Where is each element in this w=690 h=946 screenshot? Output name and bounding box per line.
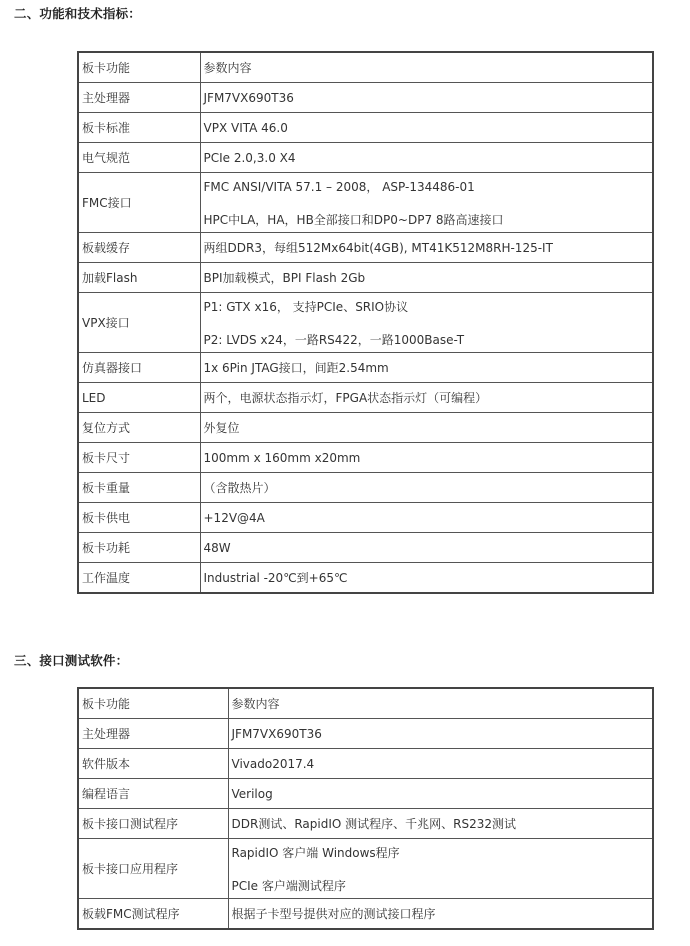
row-value bbox=[228, 839, 653, 899]
value-line: 外复位 bbox=[203, 421, 240, 435]
row-value bbox=[200, 473, 653, 503]
table-row bbox=[78, 899, 653, 930]
row-label: 主处理器 bbox=[78, 83, 200, 113]
table-row bbox=[78, 143, 653, 173]
row-label: 软件版本 bbox=[78, 749, 228, 779]
table-row bbox=[78, 443, 653, 473]
row-label: 板卡功能 bbox=[78, 52, 200, 83]
value-line: 100mm x 160mm x20mm bbox=[203, 450, 361, 465]
section-heading-test-software: 三、接口测试软件： bbox=[14, 653, 129, 668]
value-line: JFM7VX690T36 bbox=[231, 726, 322, 741]
row-label: 加载Flash bbox=[78, 263, 200, 293]
row-value bbox=[200, 143, 653, 173]
row-label: 板载FMC测试程序 bbox=[78, 899, 228, 930]
section-heading-functions: 二、功能和技术指标： bbox=[14, 6, 142, 21]
row-label: 电气规范 bbox=[78, 143, 200, 173]
row-label: 板卡尺寸 bbox=[78, 443, 200, 473]
row-label: 仿真器接口 bbox=[78, 353, 200, 383]
row-value bbox=[228, 899, 653, 930]
row-value bbox=[200, 293, 653, 353]
row-label: 编程语言 bbox=[78, 779, 228, 809]
row-value bbox=[200, 503, 653, 533]
table-row bbox=[78, 533, 653, 563]
row-value bbox=[200, 113, 653, 143]
row-value bbox=[200, 52, 653, 83]
row-value bbox=[228, 749, 653, 779]
row-value bbox=[228, 719, 653, 749]
table-row bbox=[78, 413, 653, 443]
value-line: DDR测试、RapidIO 测试程序、千兆网、RS232测试 bbox=[231, 817, 516, 831]
table-row bbox=[78, 503, 653, 533]
table-row bbox=[78, 383, 653, 413]
value-line: 两个，电源状态指示灯，FPGA状态指示灯（可编程） bbox=[203, 391, 488, 405]
table-row bbox=[78, 809, 653, 839]
table-row bbox=[78, 688, 653, 719]
row-label: 板卡功耗 bbox=[78, 533, 200, 563]
row-label: 板卡接口测试程序 bbox=[78, 809, 228, 839]
table-row bbox=[78, 779, 653, 809]
value-line: +12V@4A bbox=[203, 510, 265, 525]
row-value bbox=[200, 413, 653, 443]
value-line: FMC ANSI/VITA 57.1 – 2008， ASP-134486-01 bbox=[203, 179, 475, 194]
table-row bbox=[78, 353, 653, 383]
row-label: 板卡标准 bbox=[78, 113, 200, 143]
row-label: 主处理器 bbox=[78, 719, 228, 749]
row-label: 板载缓存 bbox=[78, 233, 200, 263]
value-line: JFM7VX690T36 bbox=[203, 90, 294, 105]
row-label: LED bbox=[78, 383, 200, 413]
row-value bbox=[228, 688, 653, 719]
value-line: Verilog bbox=[231, 786, 273, 801]
value-line: 参数内容 bbox=[203, 61, 252, 75]
row-value bbox=[200, 233, 653, 263]
row-value bbox=[200, 533, 653, 563]
value-line: PCIe 2.0,3.0 X4 bbox=[203, 150, 296, 165]
software-table bbox=[77, 687, 654, 930]
row-label: 板卡接口应用程序 bbox=[78, 839, 228, 899]
row-value bbox=[200, 383, 653, 413]
row-label: 板卡重量 bbox=[78, 473, 200, 503]
row-label: 工作温度 bbox=[78, 563, 200, 594]
table-row bbox=[78, 839, 653, 899]
table-row bbox=[78, 473, 653, 503]
row-label: 复位方式 bbox=[78, 413, 200, 443]
table-row bbox=[78, 233, 653, 263]
table-row bbox=[78, 719, 653, 749]
row-value bbox=[228, 779, 653, 809]
value-line: 两组DDR3，每组512Mx64bit(4GB), MT41K512M8RH-125-IT bbox=[203, 241, 553, 255]
value-line: VPX VITA 46.0 bbox=[203, 120, 288, 135]
row-label: 板卡供电 bbox=[78, 503, 200, 533]
value-line: RapidIO 客户端 Windows程序 bbox=[231, 845, 400, 860]
table-row bbox=[78, 113, 653, 143]
value-line: 48W bbox=[203, 540, 231, 555]
value-line: Vivado2017.4 bbox=[231, 756, 315, 771]
value-line: 1x 6Pin JTAG接口，间距2.54mm bbox=[203, 361, 389, 375]
value-line: HPC中LA，HA，HB全部接口和DP0~DP7 8路高速接口 bbox=[203, 212, 504, 227]
table-row bbox=[78, 749, 653, 779]
value-line: Industrial -20℃到+65℃ bbox=[203, 571, 348, 585]
row-value bbox=[200, 353, 653, 383]
row-value bbox=[228, 809, 653, 839]
table-row bbox=[78, 263, 653, 293]
value-line: 根据子卡型号提供对应的测试接口程序 bbox=[231, 907, 436, 921]
value-line: BPI加载模式，BPI Flash 2Gb bbox=[203, 271, 366, 285]
table-row bbox=[78, 563, 653, 594]
value-line: P1: GTX x16， 支持PCIe、SRIO协议 bbox=[203, 299, 409, 314]
table-row bbox=[78, 173, 653, 233]
table-row bbox=[78, 52, 653, 83]
row-value bbox=[200, 263, 653, 293]
table-row bbox=[78, 83, 653, 113]
row-value bbox=[200, 443, 653, 473]
value-line: P2: LVDS x24，一路RS422，一路1000Base-T bbox=[203, 332, 465, 347]
value-line: 参数内容 bbox=[231, 697, 280, 711]
row-value bbox=[200, 173, 653, 233]
row-value bbox=[200, 83, 653, 113]
table-row bbox=[78, 293, 653, 353]
row-label: VPX接口 bbox=[78, 293, 200, 353]
row-label: 板卡功能 bbox=[78, 688, 228, 719]
row-value bbox=[200, 563, 653, 594]
value-line: PCIe 客户端测试程序 bbox=[231, 878, 346, 893]
row-label: FMC接口 bbox=[78, 173, 200, 233]
spec-table bbox=[77, 51, 654, 594]
value-line: （含散热片） bbox=[203, 481, 276, 495]
